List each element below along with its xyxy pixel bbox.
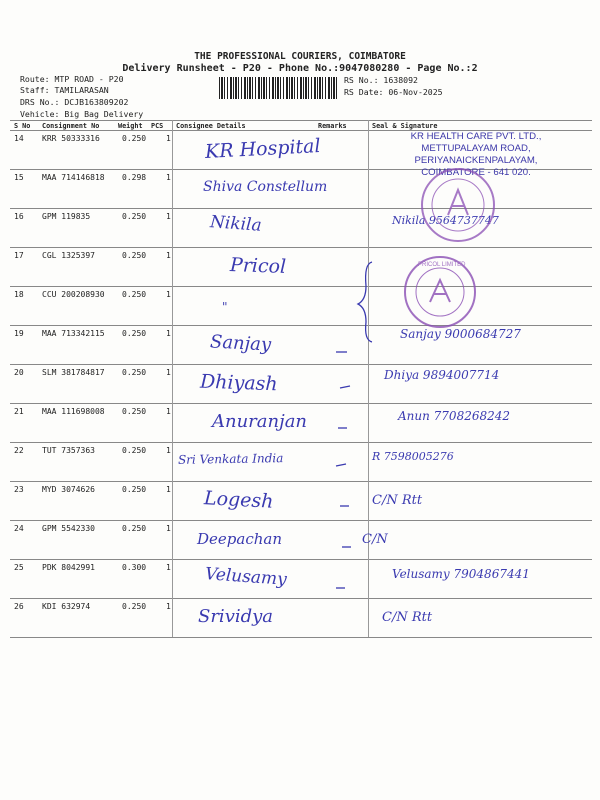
cell-consignment: MAA 111698008 [42,407,105,416]
signature-handwriting: Nikila 9564737747 [392,214,499,227]
cell-pcs: 1 [166,602,171,611]
cell-weight: 0.298 [122,173,147,182]
cell-consignment: TUT 7357363 [42,446,95,455]
remark-dashes [336,352,351,588]
col-consignee: Consignee Details [176,122,246,130]
round-seal-top [422,169,494,241]
consignee-handwriting: Sanjay [209,331,272,356]
consignee-handwriting: Logesh [203,487,274,513]
runsheet-subtitle: Delivery Runsheet - P20 - Phone No.:9047080280 - Page No.:2 [122,63,478,74]
stamp-line-2: METTUPALAYAM ROAD, [421,143,531,154]
signature-handwriting: Anun 7708268242 [398,409,511,423]
signature-handwriting: C/N [362,532,388,547]
cell-pcs: 1 [166,212,171,221]
consignee-handwriting: " [222,300,228,314]
col-remarks: Remarks [318,122,347,130]
cell-weight: 0.250 [122,212,147,221]
signature-handwriting: R 7598005276 [372,450,454,463]
consignee-handwriting: Shiva Constellum [203,179,328,195]
consignee-handwriting: KR Hospital [204,134,322,164]
cell-sno: 26 [14,602,24,611]
cell-consignment: KDI 632974 [42,602,91,611]
cell-consignment: PDK 8042991 [42,563,95,572]
cell-pcs: 1 [166,251,171,260]
signature-handwriting: Dhiya 9894007714 [384,368,500,382]
signature-handwriting: C/N Rtt [372,493,423,508]
rs-date: RS Date: 06-Nov-2025 [344,87,443,97]
brace-mark [358,262,372,342]
cell-sno: 17 [14,251,24,260]
cell-consignment: MAA 714146818 [42,173,105,182]
cell-pcs: 1 [166,407,171,416]
consignee-handwriting: Dhiyash [199,370,278,396]
cell-weight: 0.250 [122,524,147,533]
consignee-handwriting: Velusamy [204,564,288,590]
cell-weight: 0.250 [122,134,147,143]
round-seal-pricol [405,257,475,327]
cell-consignment: MYD 3074626 [42,485,95,494]
cell-consignment: KRR 50333316 [42,134,100,143]
route: Route: MTP ROAD - P20 [20,74,124,84]
cell-consignment: GPM 119835 [42,212,91,221]
consignee-handwriting: Pricol [229,254,287,278]
col-pcs: PCS [151,122,164,130]
cell-consignment: MAA 713342115 [42,329,105,338]
cell-weight: 0.300 [122,563,147,572]
cell-sno: 24 [14,524,24,533]
vehicle: Vehicle: Big Bag Delivery [20,109,144,119]
drs-number: DRS No.: DCJB163809202 [20,97,129,107]
cell-pcs: 1 [166,446,171,455]
cell-sno: 16 [14,212,24,221]
seal-text: PRICOL LIMITED [418,262,466,268]
cell-sno: 21 [14,407,24,416]
cell-consignment: CGL 1325397 [42,251,95,260]
cell-pcs: 1 [166,563,171,572]
cell-consignment: CCU 200208930 [42,290,105,299]
signature-handwriting: Velusamy 7904867441 [392,567,530,581]
cell-sno: 19 [14,329,24,338]
staff: Staff: TAMILARASAN [20,85,109,95]
consignee-handwriting: Sri Venkata India [177,451,284,467]
cell-sno: 22 [14,446,24,455]
cell-weight: 0.250 [122,329,147,338]
cell-consignment: GPM 5542330 [42,524,95,533]
cell-sno: 20 [14,368,24,377]
col-weight: Weight [118,122,143,130]
signature-handwriting: Sanjay 9000684727 [400,327,521,341]
cell-pcs: 1 [166,134,171,143]
cell-pcs: 1 [166,485,171,494]
cell-sno: 25 [14,563,24,572]
consignee-handwriting: Srividya [198,606,274,627]
col-seal: Seal & Signature [372,122,438,130]
cell-pcs: 1 [166,368,171,377]
signature-handwriting: C/N Rtt [382,610,433,625]
cell-sno: 14 [14,134,24,143]
cell-weight: 0.250 [122,251,147,260]
rs-number: RS No.: 1638092 [344,75,418,85]
cell-weight: 0.250 [122,407,147,416]
cell-weight: 0.250 [122,368,147,377]
consignee-handwriting: Anuranjan [212,411,308,432]
cell-consignment: SLM 381784817 [42,368,105,377]
cell-sno: 15 [14,173,24,182]
stamp-line-4: COIMBATORE - 641 020. [421,167,531,178]
col-consignment: Consignment No [42,122,100,130]
cell-sno: 18 [14,290,24,299]
cell-weight: 0.250 [122,446,147,455]
cell-pcs: 1 [166,290,171,299]
consignee-handwriting: Nikila [209,212,263,236]
col-sno: S No [14,122,31,130]
cell-pcs: 1 [166,173,171,182]
stamp-line-1: KR HEALTH CARE PVT. LTD., [410,131,542,142]
cell-weight: 0.250 [122,602,147,611]
cell-weight: 0.250 [122,290,147,299]
cell-pcs: 1 [166,524,171,533]
cell-weight: 0.250 [122,485,147,494]
cell-sno: 23 [14,485,24,494]
company-title: THE PROFESSIONAL COURIERS, COIMBATORE [194,51,406,62]
consignee-handwriting: Deepachan [197,530,282,548]
cell-pcs: 1 [166,329,171,338]
stamp-line-3: PERIYANAICKENPALAYAM, [414,155,538,166]
